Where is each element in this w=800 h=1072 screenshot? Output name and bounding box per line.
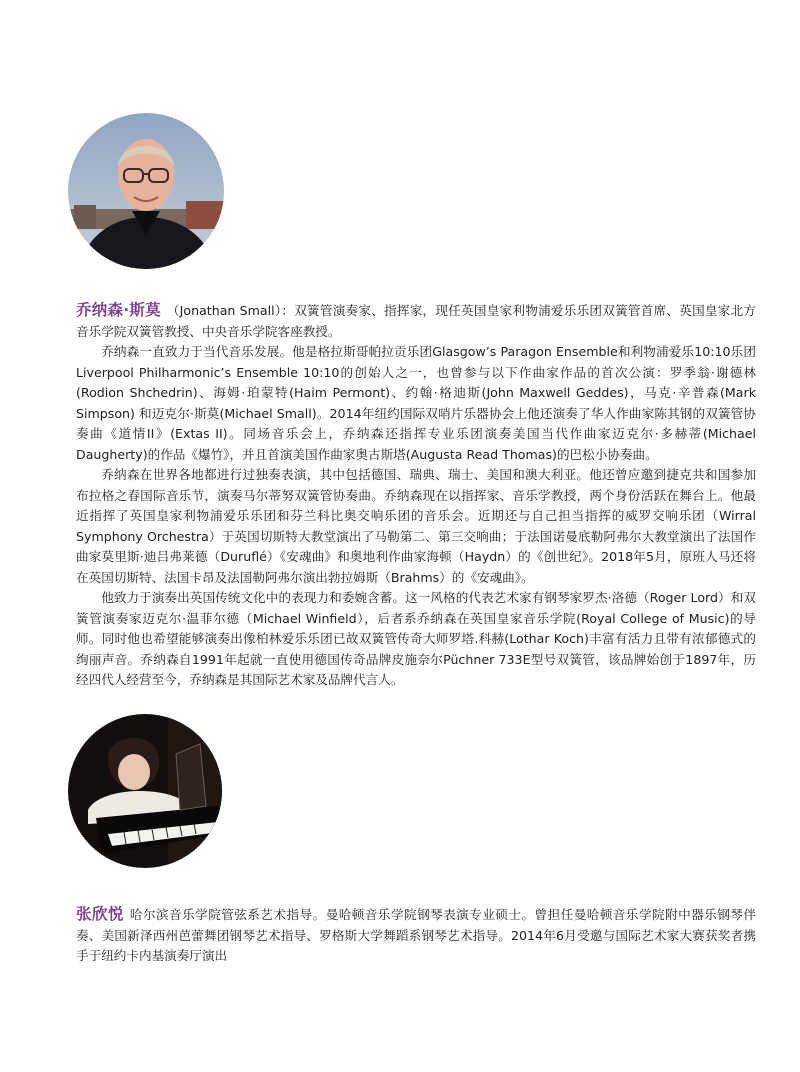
- portrait-image: [68, 113, 224, 269]
- bio-paragraph: 乔纳森一直致力于当代音乐发展。他是格拉斯哥帕拉贡乐团Glasgow’s Paragon Ensemble和利物浦爱乐10:10乐团Liverpool Philharmonic’s Ensemble 10:10的创始人之一，也曾参与以下作曲家作品的首次公演：罗季翁·谢德林(Rodion Shchedrin)、海姆·珀蒙特(Haim Permont)、约翰·格迪斯(John Maxwell Geddes)，马克·辛普森(Mark Simpson) 和迈克尔·斯莫(Michael Small)。2014年纽约国际双哨片乐器协会上他还演奏了华人作曲家陈其钢的双簧管协奏曲《道情II》(Extas II)。同场音乐会上，乔纳森还指挥专业乐团演奏美国当代作曲家迈克尔·多赫蒂(Michael Daugherty)的作品《爆竹》，并且首演美国作曲家奥古斯塔(Augusta Read Thomas)的巴松小协奏曲。: [76, 344, 756, 462]
- bio-jonathan-small: [76, 300, 756, 691]
- bio-intro: [76, 904, 756, 967]
- portrait-jonathan-small: [68, 113, 224, 269]
- bio-paragraph: 他致力于演奏出英国传统文化中的表现力和委婉含蓄。这一风格的代表艺术家有钢琴家罗杰·洛德（Roger Lord）和双簧管演奏家迈克尔·温菲尔德（Michael Winfield），后者系乔纳森在英国皇家音乐学院(Royal College of Music)的导师。同时他也希望能够演奏出像柏林爱乐乐团已故双簧管传奇大师罗塔.科赫(Lothar Koch)丰富有活力且带有浓郁德式的绚丽声音。乔纳森自1991年起就一直使用德国传奇品牌皮施奈尔Püchner 733E型号双簧管，该品牌始创于1897年，历经四代人经营至今，乔纳森是其国际艺术家及品牌代言人。: [76, 590, 756, 687]
- bio-paragraph: 乔纳森在世界各地都进行过独奏表演，其中包括德国、瑞典、瑞士、美国和澳大利亚。他还曾应邀到捷克共和国参加布拉格之春国际音乐节，演奏马尔蒂努双簧管协奏曲。乔纳森现在以指挥家、音乐学教授，两个身份活跃在舞台上。他最近指挥了英国皇家利物浦爱乐乐团和芬兰科比奥交响乐团的音乐会。近期还与自己担当指挥的威罗交响乐团（Wirral Symphony Orchestra）于英国切斯特大教堂演出了马勒第二、第三交响曲；于法国诺曼底勒阿弗尔大教堂演出了法国作曲家莫里斯·迪吕弗莱德（Duruflé）《安魂曲》和奥地利作曲家海顿（Haydn）的《创世纪》。2018年5月，原班人马还将在英国切斯特、法国卡昂及法国勒阿弗尔演出勃拉姆斯（Brahms）的《安魂曲》。: [76, 467, 756, 585]
- intro-text: （Jonathan Small）：双簧管演奏家、指挥家，现任英国皇家利物浦爱乐乐团双簧管首席、英国皇家北方音乐学院双簧管教授、中央音乐学院客座教授。: [76, 303, 756, 339]
- bio-intro: [76, 300, 756, 342]
- portrait-zhang-xinyue: [68, 714, 222, 868]
- musician-name: 张欣悦: [76, 905, 124, 923]
- musician-name: 乔纳森·斯莫: [76, 301, 161, 319]
- intro-text: 哈尔滨音乐学院管弦系艺术指导。曼哈顿音乐学院钢琴表演专业硕士。曾担任曼哈顿音乐学院附中器乐钢琴伴奏、美国新泽西州芭蕾舞团钢琴艺术指导、罗格斯大学舞蹈系钢琴艺术指导。2014年6月受邀与国际艺术家大赛获奖者携手于纽约卡内基演奏厅演出: [76, 907, 756, 963]
- bio-zhang-xinyue: [76, 904, 756, 967]
- portrait-image: [68, 714, 222, 868]
